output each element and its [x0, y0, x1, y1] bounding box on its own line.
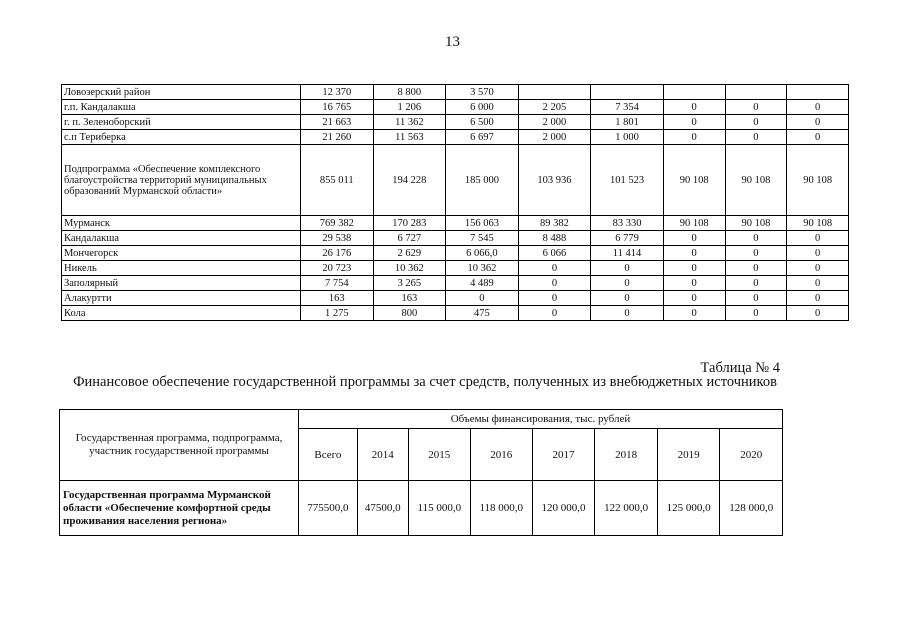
value-cell: 163: [301, 291, 374, 306]
value-cell: 0: [725, 100, 787, 115]
value-cell: 3 570: [446, 85, 519, 100]
table-row: [62, 130, 849, 145]
value-cell: 90 108: [725, 145, 787, 216]
value-cell: 21 260: [301, 130, 374, 145]
row-name-cell: Мурманск: [62, 216, 301, 231]
value-cell: 0: [787, 276, 849, 291]
value-cell: 6 000: [446, 100, 519, 115]
column-header-2019: 2019: [657, 429, 720, 481]
row-name-cell: с.п Териберка: [62, 130, 301, 145]
value-cell: 6 779: [591, 231, 664, 246]
value-cell: 1 000: [591, 130, 664, 145]
value-cell: 7 354: [591, 100, 664, 115]
value-cell: 1 206: [373, 100, 446, 115]
value-cell: 0: [725, 306, 787, 321]
value-cell: 0: [446, 291, 519, 306]
value-cell: 0: [663, 130, 725, 145]
value-cell: 0: [787, 100, 849, 115]
value-cell: 90 108: [787, 145, 849, 216]
value-2016: 118 000,0: [470, 481, 532, 536]
row-name-cell: Никель: [62, 261, 301, 276]
value-cell: 0: [663, 100, 725, 115]
value-cell: 0: [663, 291, 725, 306]
value-cell: 156 063: [446, 216, 519, 231]
column-header-2018: 2018: [595, 429, 658, 481]
value-cell: 83 330: [591, 216, 664, 231]
value-cell: 185 000: [446, 145, 519, 216]
value-cell: 0: [787, 306, 849, 321]
value-cell: 0: [518, 306, 591, 321]
value-cell: 11 414: [591, 246, 664, 261]
value-cell: [591, 85, 664, 100]
value-2018: 122 000,0: [595, 481, 658, 536]
column-header-2020: 2020: [720, 429, 783, 481]
value-cell: 7 754: [301, 276, 374, 291]
value-cell: 29 538: [301, 231, 374, 246]
value-cell: 0: [518, 261, 591, 276]
column-header-2015: 2015: [408, 429, 470, 481]
value-cell: 2 629: [373, 246, 446, 261]
value-cell: 8 800: [373, 85, 446, 100]
value-cell: 12 370: [301, 85, 374, 100]
table-row: [62, 276, 849, 291]
value-cell: 20 723: [301, 261, 374, 276]
value-cell: 103 936: [518, 145, 591, 216]
table-row: [62, 306, 849, 321]
value-cell: 0: [725, 276, 787, 291]
value-cell: 0: [725, 115, 787, 130]
value-cell: 10 362: [446, 261, 519, 276]
table-row: [62, 291, 849, 306]
value-cell: 101 523: [591, 145, 664, 216]
value-cell: 0: [663, 261, 725, 276]
value-total: 775500,0: [299, 481, 358, 536]
value-cell: 800: [373, 306, 446, 321]
table-row: [62, 231, 849, 246]
row-name-cell: Алакуртти: [62, 291, 301, 306]
value-cell: 0: [725, 246, 787, 261]
value-cell: 0: [591, 276, 664, 291]
value-cell: 90 108: [663, 216, 725, 231]
value-cell: 6 697: [446, 130, 519, 145]
row-name-cell: Кола: [62, 306, 301, 321]
value-cell: 90 108: [663, 145, 725, 216]
row-name-cell: Мончегорск: [62, 246, 301, 261]
value-cell: 11 362: [373, 115, 446, 130]
page-number: 13: [445, 34, 460, 50]
value-cell: [518, 85, 591, 100]
value-cell: 90 108: [787, 216, 849, 231]
row-name-cell: Кандалакша: [62, 231, 301, 246]
offbudget-funding-table: [59, 409, 783, 536]
value-cell: 0: [591, 306, 664, 321]
row-name-cell: Ловозерский район: [62, 85, 301, 100]
row-name-cell: Подпрограмма «Обеспечение комплексного благоустройства территорий муниципальных образований Мурманской области»: [62, 145, 301, 216]
value-cell: 0: [663, 115, 725, 130]
value-cell: 89 382: [518, 216, 591, 231]
value-cell: 0: [591, 291, 664, 306]
table-label: Таблица № 4: [700, 360, 780, 376]
value-cell: 10 362: [373, 261, 446, 276]
participant-header: Государственная программа, подпрограмма, участник государственной программы: [60, 410, 299, 481]
funding-volume-header: Объемы финансирования, тыс. рублей: [299, 410, 783, 429]
column-header-2014: 2014: [357, 429, 408, 481]
value-cell: 0: [663, 306, 725, 321]
table-row: [60, 481, 783, 536]
table-title: Финансовое обеспечение государственной программы за счет средств, полученных из внебюджетных источников: [73, 374, 777, 390]
value-2014: 47500,0: [357, 481, 408, 536]
table-row: [62, 246, 849, 261]
value-cell: 1 275: [301, 306, 374, 321]
value-cell: 1 801: [591, 115, 664, 130]
value-cell: 11 563: [373, 130, 446, 145]
table-row: [62, 216, 849, 231]
row-name-cell: г.п. Кандалакша: [62, 100, 301, 115]
column-header-2016: 2016: [470, 429, 532, 481]
value-cell: 769 382: [301, 216, 374, 231]
value-cell: 2 000: [518, 115, 591, 130]
value-cell: 0: [518, 276, 591, 291]
value-cell: 0: [787, 246, 849, 261]
program-name-cell: Государственная программа Мурманской области «Обеспечение комфортной среды проживания населения региона»: [60, 481, 299, 536]
value-cell: 7 545: [446, 231, 519, 246]
column-header-2017: 2017: [532, 429, 595, 481]
value-cell: 855 011: [301, 145, 374, 216]
value-cell: 8 488: [518, 231, 591, 246]
funding-table-continuation: [61, 84, 849, 321]
value-cell: 2 000: [518, 130, 591, 145]
value-cell: [663, 85, 725, 100]
value-cell: 6 066: [518, 246, 591, 261]
value-2017: 120 000,0: [532, 481, 595, 536]
value-cell: 0: [663, 276, 725, 291]
value-cell: 0: [725, 231, 787, 246]
value-cell: 0: [725, 261, 787, 276]
value-cell: 3 265: [373, 276, 446, 291]
value-cell: 0: [725, 130, 787, 145]
value-cell: 0: [663, 246, 725, 261]
value-cell: [725, 85, 787, 100]
row-name-cell: г. п. Зеленоборский: [62, 115, 301, 130]
value-cell: 6 066,0: [446, 246, 519, 261]
table-row: [62, 261, 849, 276]
value-cell: 0: [591, 261, 664, 276]
value-cell: 170 283: [373, 216, 446, 231]
value-cell: 21 663: [301, 115, 374, 130]
value-2019: 125 000,0: [657, 481, 720, 536]
value-cell: 0: [725, 291, 787, 306]
value-cell: 0: [787, 115, 849, 130]
value-cell: 6 500: [446, 115, 519, 130]
value-cell: 16 765: [301, 100, 374, 115]
table-row: [62, 85, 849, 100]
value-cell: 163: [373, 291, 446, 306]
value-cell: 0: [663, 231, 725, 246]
value-cell: 26 176: [301, 246, 374, 261]
value-cell: 0: [787, 231, 849, 246]
table-row: [62, 145, 849, 216]
value-cell: 4 489: [446, 276, 519, 291]
table-row: [62, 100, 849, 115]
row-name-cell: Заполярный: [62, 276, 301, 291]
value-cell: 0: [787, 130, 849, 145]
value-cell: 2 205: [518, 100, 591, 115]
value-cell: 0: [787, 291, 849, 306]
value-2020: 128 000,0: [720, 481, 783, 536]
value-cell: 0: [518, 291, 591, 306]
value-2015: 115 000,0: [408, 481, 470, 536]
table-row: [62, 115, 849, 130]
column-header-total: Всего: [299, 429, 358, 481]
value-cell: [787, 85, 849, 100]
value-cell: 475: [446, 306, 519, 321]
value-cell: 90 108: [725, 216, 787, 231]
value-cell: 6 727: [373, 231, 446, 246]
value-cell: 0: [787, 261, 849, 276]
value-cell: 194 228: [373, 145, 446, 216]
